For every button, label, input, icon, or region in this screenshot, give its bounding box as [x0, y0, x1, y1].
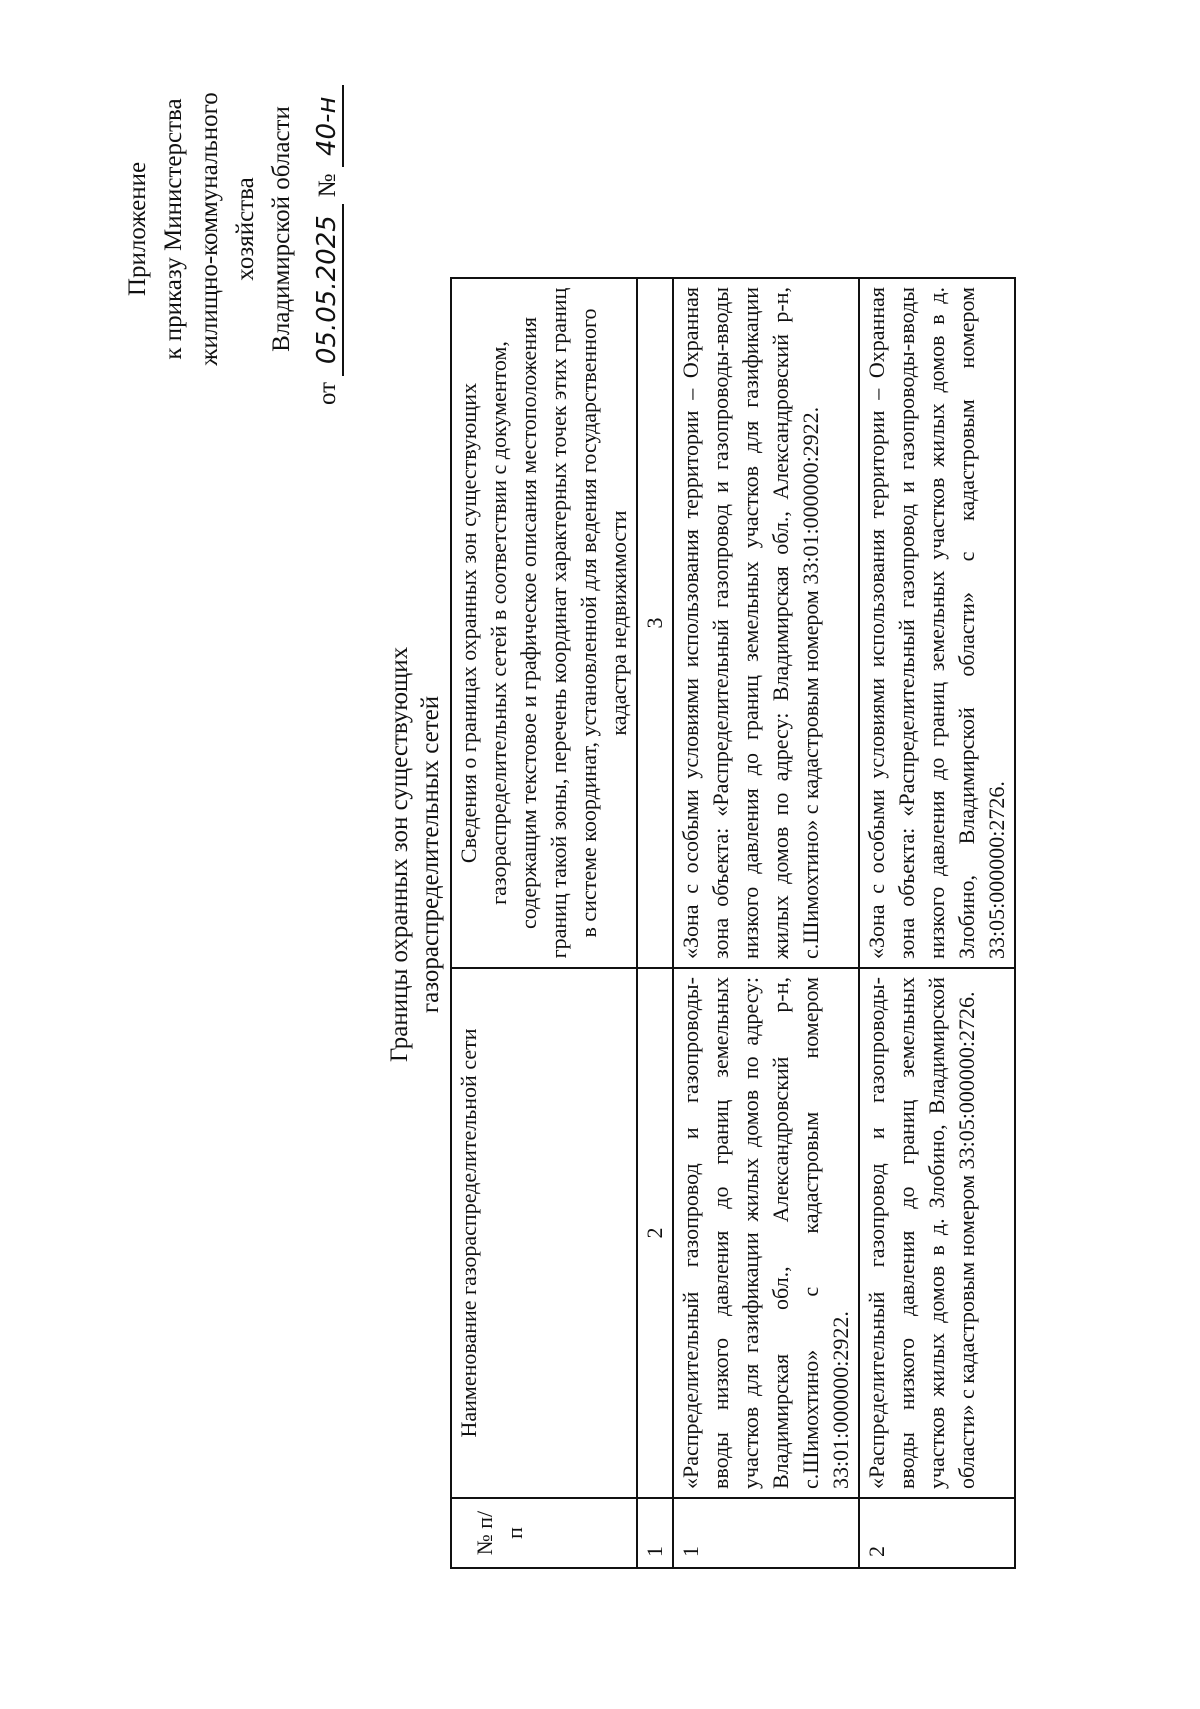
order-date-number: [310, 49, 346, 409]
number-prefix: №: [314, 173, 341, 198]
column-number-3: 3: [637, 278, 673, 968]
header-line-1: Приложение: [124, 161, 151, 297]
document-title: [384, 0, 446, 1709]
table-row: [859, 278, 1015, 1568]
row-number: 2: [859, 1498, 1015, 1568]
header-network-name: Наименование газораспределительной сети: [451, 968, 637, 1498]
network-name-cell: «Распределительный газопровод и газопроводы-вводы низкого давления до границ земельных участков для газификации жилых домов по адресу: Владимирская обл., Александровский р-н, с.Шимохтино» с кадастровым номером 33:01:000000:2922.: [673, 968, 859, 1498]
date-prefix: от: [314, 381, 341, 405]
order-number-handwritten: 40-н: [312, 85, 344, 167]
column-number-2: 2: [637, 968, 673, 1498]
zone-info-cell: «Зона с особыми условиями использования территории – Охранная зона объекта: «Распределительный газопровод и газопроводы-вводы низкого давления до границ земельных участков жилых домов в д. Злобино, Владимирской области» с кадастровым номером 33:05:000000:2726.: [859, 278, 1015, 968]
header-line-2: к приказу Министерства: [160, 98, 187, 360]
table-row: [673, 278, 859, 1568]
protection-zones-table: [450, 277, 1016, 1569]
column-number-1: 1: [637, 1498, 673, 1568]
order-date-handwritten: 05.05.2025: [312, 204, 344, 376]
row-number: 1: [673, 1498, 859, 1568]
network-name-cell: «Распределительный газопровод и газопроводы-вводы низкого давления до границ земельных участков жилых домов в д. Злобино, Владимирской области» с кадастровым номером 33:05:000000:2726.: [859, 968, 1015, 1498]
title-line-2: газораспределительных сетей: [417, 695, 444, 1014]
header-line-4: Владимирской области: [268, 106, 295, 352]
table-header-row: [451, 278, 637, 1568]
header-line-3: жилищно-коммунального хозяйства: [196, 92, 259, 366]
header-num: № п/п: [451, 1498, 637, 1568]
zone-info-cell: «Зона с особыми условиями использования территории – Охранная зона объекта: «Распределительный газопровод и газопроводы-вводы низкого давления до границ земельных участков для газификации жилых домов по адресу: Владимирская обл., Александровский р-н, с.Шимохтино» с кадастровым номером 33:01:000000:2922.: [673, 278, 859, 968]
appendix-header: [120, 49, 346, 409]
title-line-1: Границы охранных зон существующих: [386, 646, 413, 1063]
column-number-row: [637, 278, 673, 1568]
header-zone-info: Сведения о границах охранных зон существующих газораспределительных сетей в соответствии с документом, содержащим текстовое и графическое описания местоположения границ такой зоны, перечень координат характерных точек этих границ в системе координат, установленной для ведения государственного кадастра недвижимости: [451, 278, 637, 968]
